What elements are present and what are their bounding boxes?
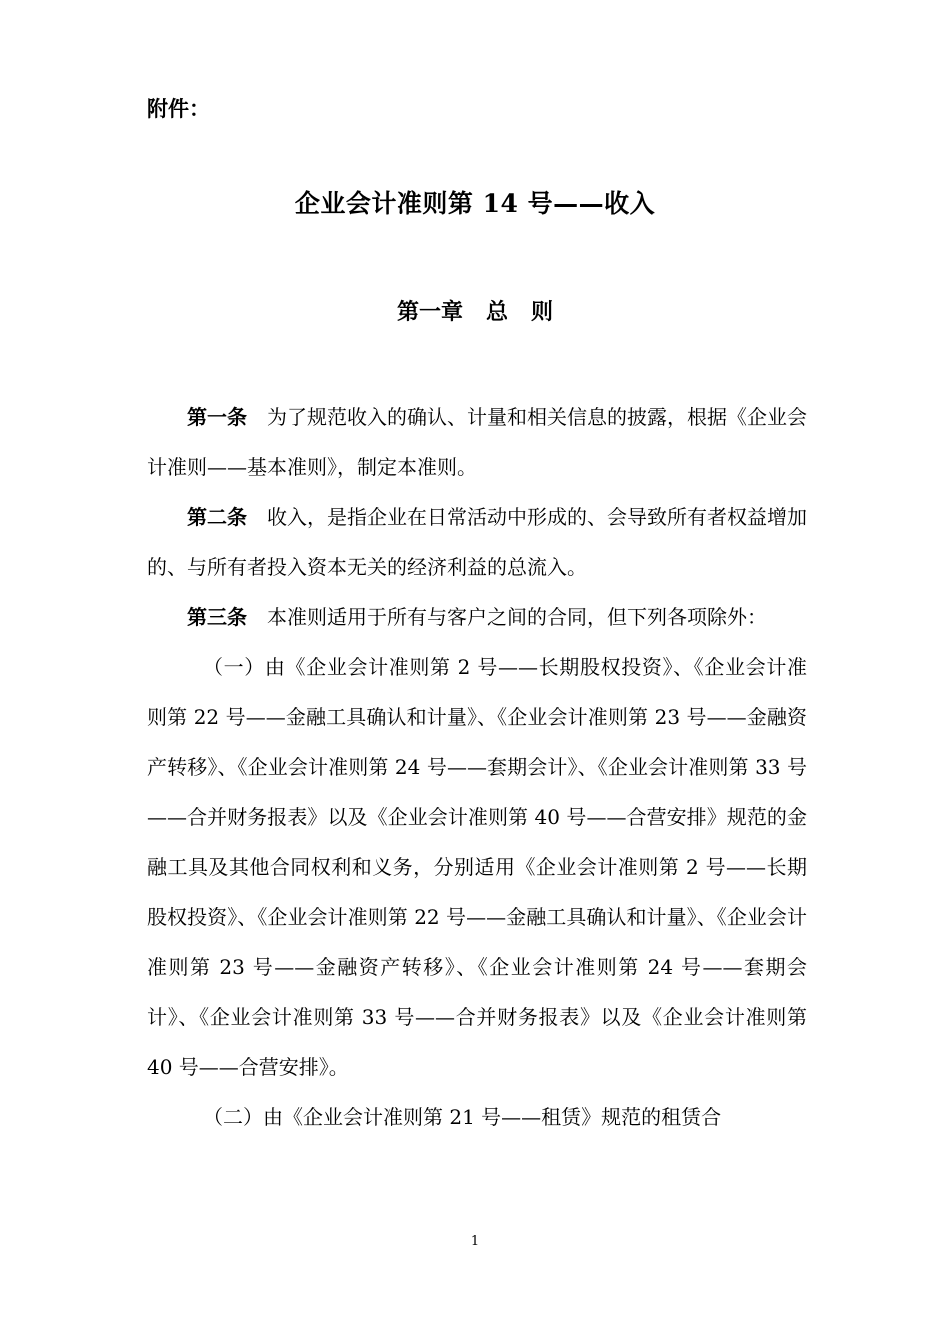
article-text: 收入，是指企业在日常活动中形成的、会导致所有者权益增加的、与所有者投入资本无关的经济利益的总流入。 (147, 505, 807, 579)
article-label: 第三条 (187, 605, 247, 629)
exception-item-1: （一）由《企业会计准则第 2 号——长期股权投资》、《企业会计准则第 22 号——金融工具确认和计量》、《企业会计准则第 23 号——金融资产转移》、《企业会计准则第 24 号——套期会计》、《企业会计准则第 33 号——合并财务报表》以及《企业会计准则第 40 号——合营安排》规范的金融工具及其他合同权利和义务，分别适用《企业会计准则第 2 号——长期股权投资》、《企业会计准则第 22 号——金融工具确认和计量》、《企业会计准则第 23 号——金融资产转移》、《企业会计准则第 24 号——套期会计》、《企业会计准则第 33 号——合并财务报表》以及《企业会计准则第 40 号——合营安排》。 (147, 655, 807, 1079)
attachment-label: 附件： (147, 97, 210, 121)
document-title: 企业会计准则第 14 号——收入 (294, 189, 656, 218)
chapter-heading: 第一章 总 则 (397, 300, 553, 325)
article-label: 第一条 (187, 405, 247, 429)
article-3 (147, 592, 807, 642)
exception-item-2: （二）由《企业会计准则第 21 号——租赁》规范的租赁合 (203, 1105, 722, 1129)
article-text: 为了规范收入的确认、计量和相关信息的披露，根据《企业会计准则——基本准则》，制定本准则。 (147, 405, 807, 479)
document-body (147, 392, 807, 1142)
article-text: 本准则适用于所有与客户之间的合同，但下列各项除外： (267, 605, 767, 629)
page-number: 1 (470, 1234, 480, 1249)
article-2 (147, 492, 807, 592)
article-1 (147, 392, 807, 492)
article-label: 第二条 (187, 505, 247, 529)
